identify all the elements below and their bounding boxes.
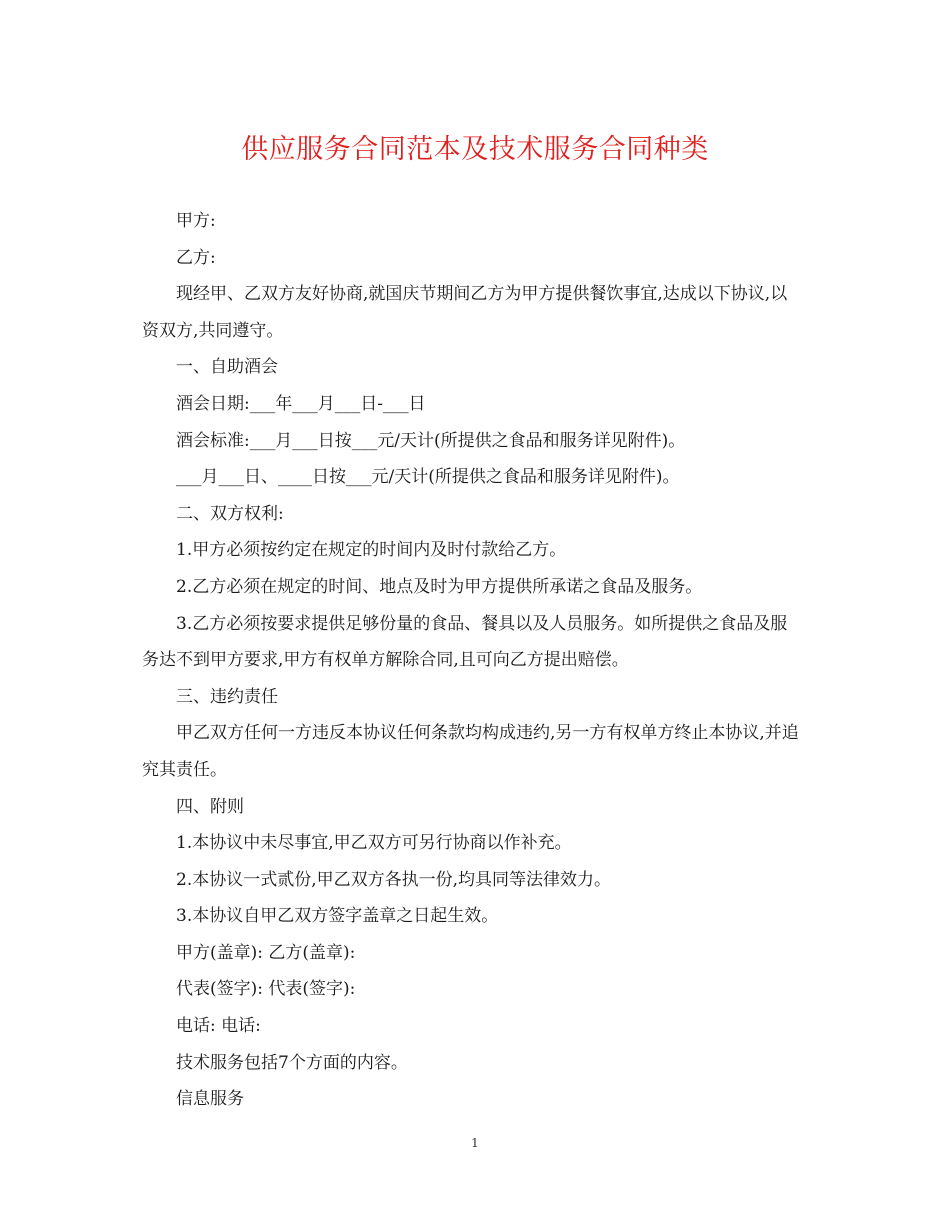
page-number: 1 [471,1136,479,1150]
rights-item-2: 2.乙方必须在规定的时间、地点及时为甲方提供所承诺之食品及服务。 [176,576,703,597]
buffet-standard-line: 酒会标准:___月___日按___元/天计(所提供之食品和服务详见附件)。 [176,430,686,451]
document-title: 供应服务合同范本及技术服务合同种类 [241,134,709,165]
section-heading-rights: 二、双方权利: [176,503,284,524]
rights-item-1: 1.甲方必须按约定在规定的时间内及时付款给乙方。 [176,540,567,561]
tech-service-intro: 技术服务包括7个方面的内容。 [176,1052,408,1073]
seal-line: 甲方(盖章): 乙方(盖章): [176,942,356,963]
rights-item-3: 3.乙方必须按要求提供足够份量的食品、餐具以及人员服务。如所提供之食品及服务达不到甲方要求,甲方有权单方解除合同,且可向乙方提出赔偿。 [142,613,788,671]
info-service-heading: 信息服务 [176,1089,244,1110]
buffet-date-line: 酒会日期:___年___月___日-___日 [176,393,426,414]
party-b-line: 乙方: [176,247,216,268]
party-a-line: 甲方: [176,211,216,231]
appendix-item-2: 2.本协议一式贰份,甲乙双方各执一份,均具同等法律效力。 [176,869,612,890]
appendix-item-3: 3.本协议自甲乙双方签字盖章之日起生效。 [176,906,499,927]
document-body [142,203,804,1118]
liability-paragraph: 甲乙双方任何一方违反本协议任何条款均构成违约,另一方有权单方终止本协议,并追究其责任。 [142,723,799,780]
section-heading-appendix: 四、附则 [176,796,244,817]
preamble-paragraph: 现经甲、乙双方友好协商,就国庆节期间乙方为甲方提供餐饮事宜,达成以下协议,以资双方,共同遵守。 [142,284,788,341]
appendix-item-1: 1.本协议中未尽事宜,甲乙双方可另行协商以作补充。 [176,833,572,854]
signature-line: 代表(签字): 代表(签字): [176,979,356,1000]
phone-line: 电话: 电话: [176,1016,261,1037]
buffet-standard-line-2: ___月___日、____日按___元/天计(所提供之食品和服务详见附件)。 [176,467,680,488]
section-heading-buffet: 一、自助酒会 [176,357,278,378]
section-heading-liability: 三、违约责任 [176,686,278,707]
